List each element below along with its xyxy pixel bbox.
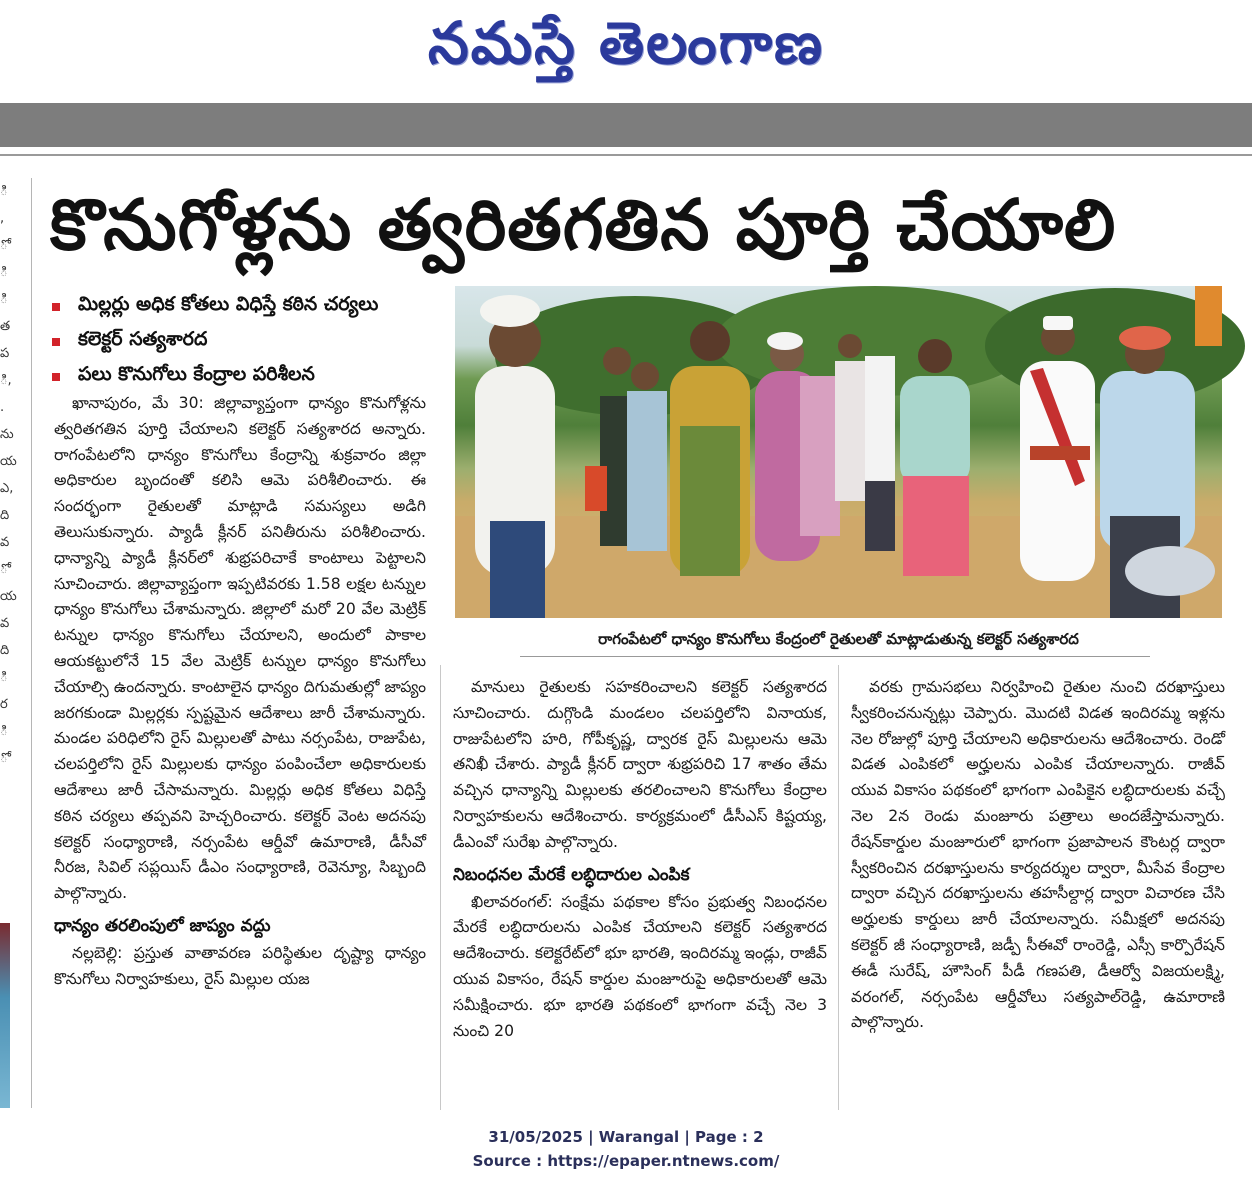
strip-char: ో bbox=[0, 751, 8, 766]
paragraph: వరకు గ్రామసభలు నిర్వహించి రైతుల నుంచి దరఖాస్తులు స్వీకరించనున్నట్లు చెప్పారు. మొదటి విడత ఇందిరమ్మ ఇళ్లను నెల రోజుల్లో పూర్తి చేయాలని అధికారులను ఆదేశించారు. రెండో విడత ఎంపికలో అర్హులను ఎంపిక చేయాలన్నారు. రాజీవ్ యువ వికాసం పథకంలో భాగంగా ఎంపికైన లబ్ధిదారులకు వచ్చే నెల 2న రెండు మంజూరు పత్రాలు అందజేస్తామన్నారు. రేషన్‌కార్డుల మంజూరులో భాగంగా ప్రజాపాలన కౌంటర్ల ద్వారా స్వీకరించిన దరఖాస్తులను కార్యదర్శుల ద్వారా, మీసేవ కేంద్రాల ద్వారా వచ్చిన దరఖాస్తులను తహసీల్దార్ల ద్వారా విచారణ చేసి అర్హులకు కార్డులు జారీ చేయాలన్నారు. సమీక్షలో అదనపు కలెక్టర్ జీ సంధ్యారాణి, జడ్పీ సీఈవో రాంరెడ్డి, ఎస్సీ కార్పొరేషన్ ఈడీ సురేష్, హౌసింగ్ పీడీ గణపతి, డీఆర్వో విజయలక్ష్మి, వరంగల్, నర్సంపేట ఆర్డీవోలు సత్యపాల్‌రెడ్డి, ఉమారాణి పాల్గొన్నారు. bbox=[851, 678, 1225, 1032]
strip-char: ఎ, bbox=[0, 481, 14, 496]
highlights-list bbox=[52, 289, 447, 394]
article-column-1 bbox=[54, 391, 426, 993]
adjacent-photo-edge bbox=[0, 923, 10, 1108]
header-band bbox=[0, 103, 1252, 147]
highlight-item: మిల్లర్లు అధిక కోతలు విధిస్తే కఠిన చర్యలు bbox=[52, 289, 447, 324]
column-divider bbox=[440, 665, 441, 1110]
strip-char: ి bbox=[0, 724, 8, 739]
sub-heading: నిబంధనల మేరకే లబ్ధిదారుల ఎంపిక bbox=[453, 864, 690, 885]
masthead bbox=[0, 0, 1252, 100]
strip-char: ర bbox=[0, 697, 8, 712]
photo-illustration bbox=[455, 286, 1222, 618]
paragraph: మానులు రైతులకు సహకరించాలని కలెక్టర్ సత్యశారద సూచించారు. దుగ్గొండి మండలం చలపర్తిలోని వినాయక, రాజుపేటలోని హరి, గోపీకృష్ణ, ద్వారక రైస్ మిల్లులను ఆమె తనిఖీ చేశారు. ప్యాడీ క్లీనర్ ద్వారా శుభ్రపరిచి 17 శాతం తేమ వచ్చిన ధాన్యాన్ని మిల్లులకు తరలించాలని కొనుగోలు కేంద్రాల నిర్వాహకులను ఆదేశించారు. కార్యక్రమంలో డీసీఎస్ కిష్టయ్య, డీఎంవో సురేఖ పాల్గొన్నారు. bbox=[453, 678, 827, 851]
strip-char: ది bbox=[0, 508, 10, 523]
strip-char: ో bbox=[0, 238, 8, 253]
bullet-icon bbox=[52, 338, 60, 346]
strip-char: ప bbox=[0, 346, 10, 361]
strip-char: ి bbox=[0, 670, 8, 685]
strip-char: ను bbox=[0, 427, 14, 442]
column-divider bbox=[838, 665, 839, 1110]
header-rule bbox=[0, 154, 1252, 156]
photo-caption: రాగంపేటలో ధాన్యం కొనుగోలు కేంద్రంలో రైతులతో మాట్లాడుతున్న కలెక్టర్ సత్యశారద bbox=[598, 630, 1079, 648]
strip-char: ి bbox=[0, 184, 8, 199]
strip-char: య bbox=[0, 589, 17, 604]
highlight-item: కలెక్టర్ సత్యశారద bbox=[52, 324, 447, 359]
bullet-icon bbox=[52, 373, 60, 381]
strip-char: వ bbox=[0, 535, 10, 550]
edition-info: 31/05/2025 | Warangal | Page : 2 bbox=[488, 1128, 764, 1146]
column-divider bbox=[31, 178, 32, 1108]
strip-char: త bbox=[0, 319, 11, 334]
caption-underline bbox=[520, 656, 1150, 657]
highlight-item: పలు కొనుగోలు కేంద్రాల పరిశీలన bbox=[52, 359, 447, 394]
article-column-2 bbox=[453, 675, 827, 1044]
strip-char: , bbox=[0, 211, 5, 226]
strip-char: ది bbox=[0, 643, 10, 658]
sub-heading: ధాన్యం తరలింపులో జాప్యం వద్దు bbox=[54, 915, 271, 936]
strip-char: వ bbox=[0, 616, 10, 631]
strip-char: ి bbox=[0, 265, 8, 280]
strip-char: ి, bbox=[0, 373, 12, 388]
page-footer bbox=[0, 1125, 1252, 1173]
newspaper-logo: నమస్తే తెలంగాణ bbox=[428, 8, 824, 77]
paragraph: ఖిలావరంగల్: సంక్షేమ పథకాల కోసం ప్రభుత్వ నిబంధనల మేరకే లబ్ధిదారులను ఎంపిక చేయాలని కలెక్టర్ సత్యశారద ఆదేశించారు. కలెక్టరేట్‌లో భూ భారతి, ఇందిరమ్మ ఇండ్లు, రాజీవ్ యువ వికాసం, రేషన్ కార్డుల మంజూరుపై అధికారులతో ఆమె సమీక్షించారు. భూ భారతి పథకంలో భాగంగా వచ్చే నెల 3 నుంచి 20 bbox=[453, 892, 827, 1040]
strip-char: ో bbox=[0, 562, 8, 577]
strip-char: . bbox=[0, 400, 5, 415]
strip-char: య bbox=[0, 454, 17, 469]
bullet-icon bbox=[52, 303, 60, 311]
adjacent-column-edge bbox=[0, 178, 17, 1108]
article-photo bbox=[455, 286, 1222, 618]
paragraph: ఖానాపురం, మే 30: జిల్లావ్యాప్తంగా ధాన్యం కొనుగోళ్లను త్వరితగతిన పూర్తి చేయాలని కలెక్టర్ సత్యశారద అన్నారు. రాగంపేటలోని ధాన్యం కొనుగోలు కేంద్రాన్ని శుక్రవారం జిల్లా అధికారుల బృందంతో కలిసి ఆమె పరిశీలించారు. ఈ సందర్భంగా రైతులతో మాట్లాడి సమస్యలు అడిగి తెలుసుకున్నారు. ప్యాడీ క్లీనర్ పనితీరును పరిశీలించారు. ధాన్యాన్ని ప్యాడీ క్లీనర్‌లో శుభ్రపరిచాకే కాంటాలు పెట్టాలని సూచించారు. జిల్లావ్యాప్తంగా ఇప్పటివరకు 1.58 లక్షల టన్నుల ధాన్యం కొనుగోలు చేశామన్నారు. జిల్లాలో మరో 20 వేల మెట్రిక్ టన్నుల ధాన్యం కొనుగోలు చేయాలని, అందులో పాకాల ఆయకట్టులోనే 15 వేల మెట్రిక్ టన్నుల ధాన్యం కొనుగోలు చేయాల్సి ఉందన్నారు. కాంటాలైన ధాన్యం దిగుమతుల్లో జాప్యం జరగకుండా మిల్లర్లకు స్పష్టమైన ఆదేశాలు జారీ చేశామన్నారు. మండల పరిధిలోని రైస్ మిల్లులతో పాటు నర్సంపేట, రాజుపేట, చలపర్తిలోని రైస్ మిల్లులకు ధాన్యం పంపించేలా అధికారులకు ఆదేశాలు జారీ చేసామన్నారు. మిల్లర్లు అధిక కోతలు విధిస్తే కఠిన చర్యలు తప్పవని హెచ్చరించారు. కలెక్టర్ వెంట అదనపు కలెక్టర్ సంధ్యారాణి, నర్సంపేట ఆర్డీవో ఉమారాణి, డీసీవో నీరజ, సివిల్ సప్లయిస్ డీఎం సంధ్యారాణి, రెవెన్యూ, సిబ్బంది పాల్గొన్నారు. bbox=[54, 394, 426, 903]
paragraph: నల్లబెల్లి: ప్రస్తుత వాతావరణ పరిస్థితుల దృష్ట్యా ధాన్యం కొనుగోలు నిర్వాహకులు, రైస్ మిల్లుల యజ bbox=[54, 943, 426, 988]
source-link[interactable]: Source : https://epaper.ntnews.com/ bbox=[472, 1152, 780, 1170]
article-headline: కొనుగోళ్లను త్వరితగతిన పూర్తి చేయాలి bbox=[50, 184, 1117, 266]
article-column-3 bbox=[851, 675, 1225, 1036]
strip-char: ి bbox=[0, 292, 8, 307]
